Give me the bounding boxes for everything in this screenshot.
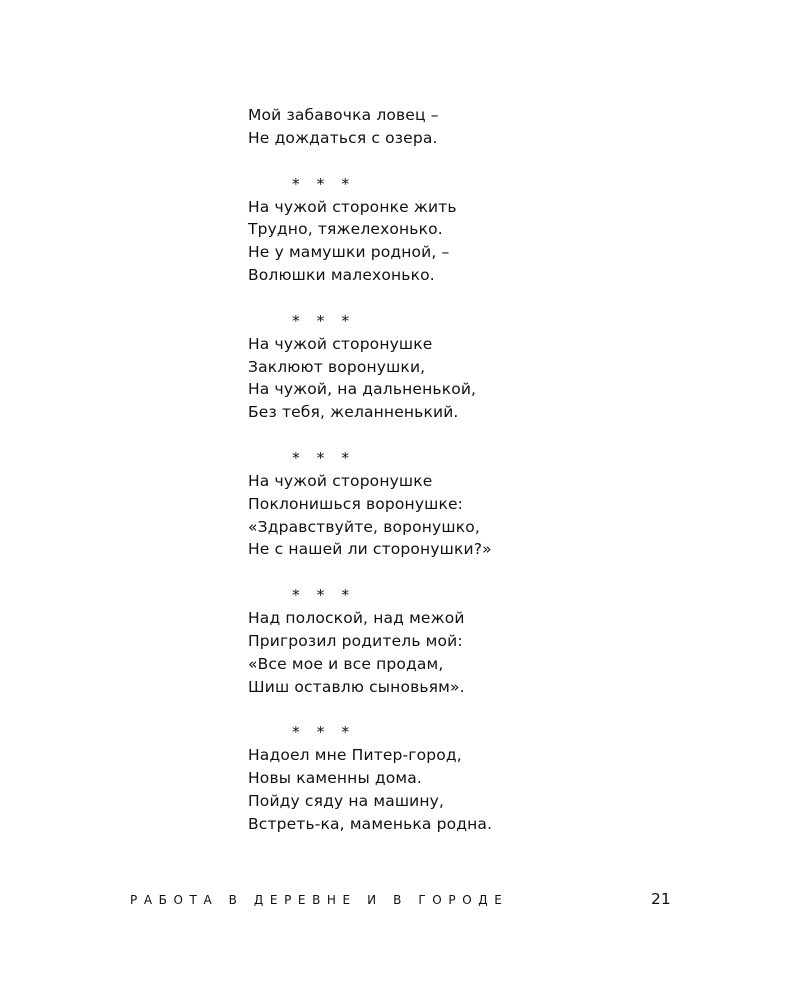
stanza [248,470,668,561]
stanza-separator: * * * [292,723,356,742]
poem-line: На чужой сторонушке [248,334,433,353]
poem-line: Над полоской, над межой [248,609,465,628]
stanza-separator: * * * [292,586,356,605]
stanza [248,104,668,150]
stanza-separator: * * * [292,174,356,193]
poem-line: Надоел мне Питер-город, [248,746,462,765]
poem-line: Пригрозил родитель мой: [248,631,463,650]
poem-line: Без тебя, желанненький. [248,403,459,422]
stanza-separator: * * * [292,311,356,330]
poem-line: Встреть-ка, маменька родна. [248,814,493,833]
poem-line: Трудно, тяжелехонько. [248,220,443,239]
poem-line: На чужой сторонушке [248,471,433,490]
poem-line: Мой забавочка ловец – [248,106,439,124]
stanza-separator: * * * [292,448,356,467]
stanza [248,196,668,287]
stanza [248,607,668,698]
poem-line: Поклонишься воронушке: [248,494,464,513]
poem-line: «Здравствуйте, воронушко, [248,517,480,536]
poem-line: Пойду сяду на машину, [248,791,445,810]
poem-line: Не дождаться с озера. [248,128,438,147]
poem-line: Шиш оставлю сыновьям». [248,677,465,696]
poem-line: Заклюют воронушки, [248,357,426,376]
poem-line: «Все мое и все продам, [248,654,444,673]
page-number: 21 [651,890,671,908]
running-footer-title: РАБОТА В ДЕРЕВНЕ И В ГОРОДЕ [130,893,509,907]
poem-line: Новы каменны дома. [248,769,422,788]
poem-line: Волюшки малехонько. [248,265,435,284]
stanza [248,744,668,835]
poem-line: На чужой сторонке жить [248,197,457,216]
poem-line: Не с нашей ли сторонушки?» [248,540,492,559]
poem-block [248,104,668,836]
poem-line: Не у мамушки родной, – [248,243,450,262]
stanza [248,333,668,424]
poem-line: На чужой, на дальненькой, [248,380,477,399]
